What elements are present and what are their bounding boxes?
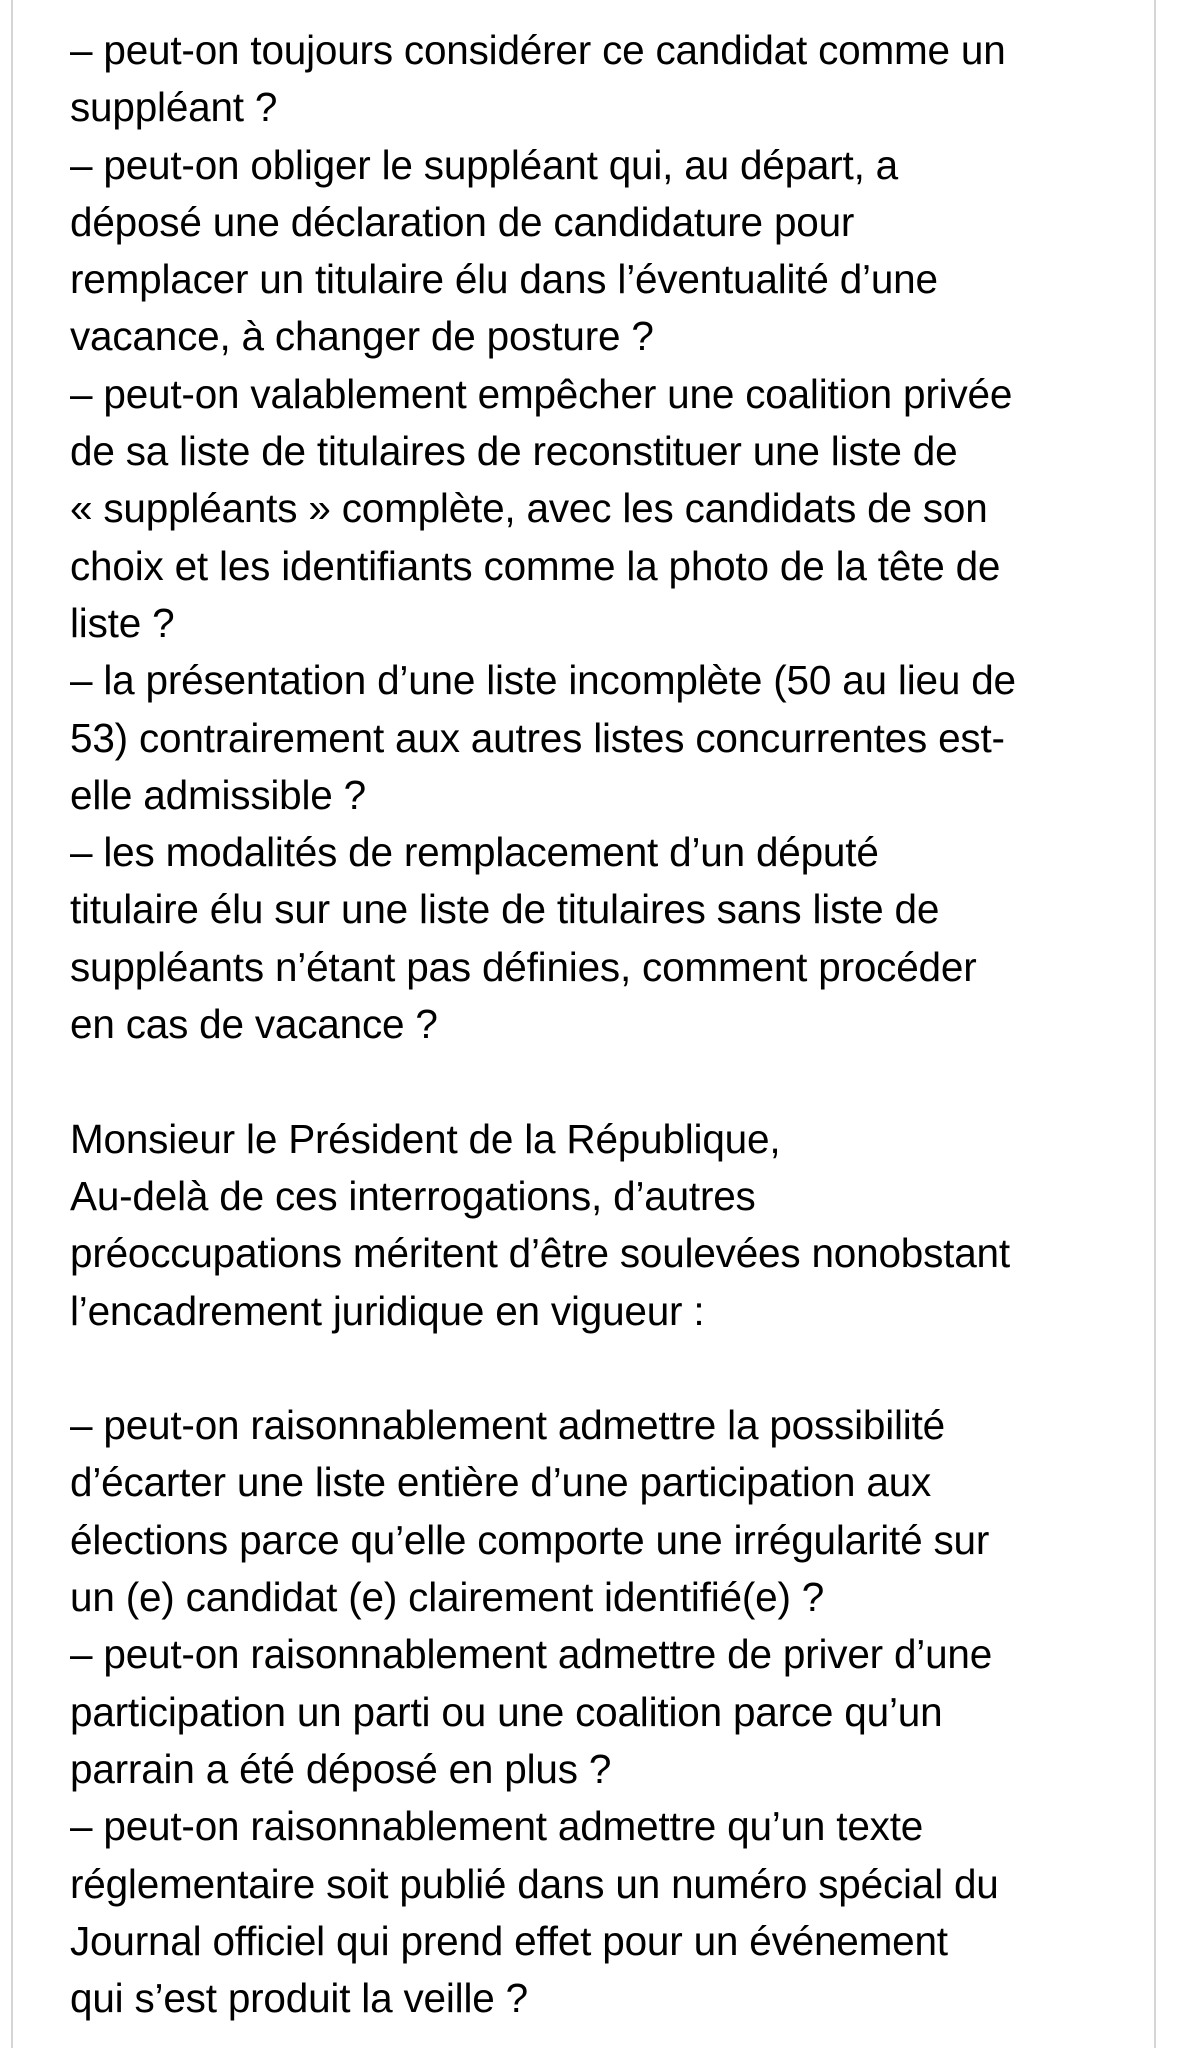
text-line: – peut-on raisonnablement admettre la possibilité	[70, 1402, 945, 1449]
text-line: participation un parti ou une coalition parce qu’un	[70, 1688, 943, 1735]
text-line: qui s’est produit la veille ?	[70, 1975, 528, 2022]
text-line: liste ?	[70, 599, 175, 646]
left-border	[11, 0, 13, 2048]
text-line: – peut-on toujours considérer ce candidat comme un	[70, 27, 1006, 73]
text-line: vacance, à changer de posture ?	[70, 313, 654, 360]
salutation-line: Monsieur le Président de la République,	[70, 1115, 781, 1162]
text-line: parrain a été déposé en plus ?	[70, 1745, 612, 1792]
letter-text	[70, 22, 1140, 2027]
text-line: – peut-on raisonnablement admettre de priver d’une	[70, 1631, 993, 1678]
text-line: elle admissible ?	[70, 771, 366, 818]
text-line: préoccupations méritent d’être soulevées nonobstant	[70, 1230, 1010, 1277]
text-line: – peut-on valablement empêcher une coalition privée	[70, 370, 1013, 417]
paragraph-gap	[70, 1340, 1140, 1397]
text-line: déposé une déclaration de candidature pour	[70, 198, 855, 245]
paragraph-gap	[70, 1053, 1140, 1110]
text-line: – peut-on obliger le suppléant qui, au départ, a	[70, 141, 899, 188]
text-line: titulaire élu sur une liste de titulaires sans liste de	[70, 886, 940, 933]
text-line: – peut-on raisonnablement admettre qu’un texte	[70, 1803, 924, 1850]
text-line: remplacer un titulaire élu dans l’éventualité d’une	[70, 256, 938, 303]
text-line: un (e) candidat (e) clairement identifié(e) ?	[70, 1574, 825, 1621]
text-line: d’écarter une liste entière d’une participation aux	[70, 1459, 932, 1506]
text-line: réglementaire soit publié dans un numéro spécial du	[70, 1860, 999, 1907]
text-line: – la présentation d’une liste incomplète (50 au lieu de	[70, 657, 1016, 704]
right-border	[1154, 0, 1156, 2048]
text-line: élections parce qu’elle comporte une irrégularité sur	[70, 1516, 990, 1563]
text-line: « suppléants » complète, avec les candidats de son	[70, 485, 988, 532]
text-line: Journal officiel qui prend effet pour un événement	[70, 1917, 948, 1964]
text-line: l’encadrement juridique en vigueur :	[70, 1287, 705, 1334]
text-line: en cas de vacance ?	[70, 1001, 438, 1048]
text-line: Au-delà de ces interrogations, d’autres	[70, 1172, 756, 1219]
text-line: – les modalités de remplacement d’un député	[70, 829, 879, 876]
text-line: suppléants n’étant pas définies, comment procéder	[70, 943, 977, 990]
text-line: de sa liste de titulaires de reconstituer une liste de	[70, 428, 958, 475]
text-line: 53) contrairement aux autres listes concurrentes est-	[70, 714, 1005, 761]
text-line: choix et les identifiants comme la photo de la tête de	[70, 542, 1001, 589]
text-line: suppléant ?	[70, 84, 278, 131]
